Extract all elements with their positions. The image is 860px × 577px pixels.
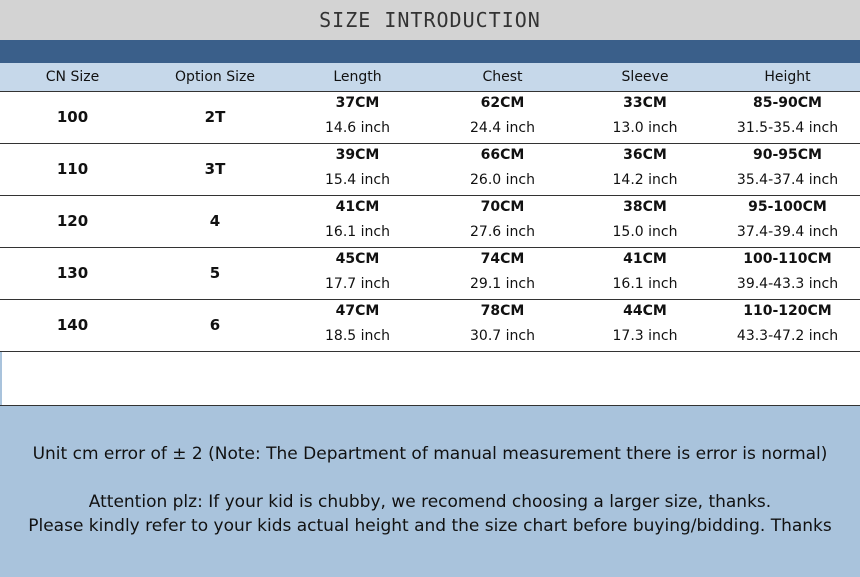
note-measurement-error: Unit cm error of ± 2 (Note: The Department of manual measurement there is error is normal): [32, 444, 828, 464]
sleeve-cm: 38CM: [623, 199, 667, 215]
table-row: [0, 300, 860, 352]
header-length: Length: [333, 69, 382, 85]
height-cm: 100-110CM: [743, 251, 832, 267]
sleeve-cm: 41CM: [623, 251, 667, 267]
chest-inch: 27.6 inch: [470, 224, 535, 240]
page-title: SIZE INTRODUCTION: [319, 8, 541, 32]
height-inch: 31.5-35.4 inch: [736, 120, 839, 136]
sleeve-inch: 13.0 inch: [612, 120, 678, 136]
notes-panel: [0, 405, 860, 577]
length-cm: 41CM: [335, 199, 380, 215]
option-size: 6: [209, 316, 221, 334]
length-cm: 37CM: [335, 95, 380, 111]
cn-size: 100: [56, 108, 89, 126]
table-header: [0, 63, 860, 92]
sleeve-inch: 15.0 inch: [612, 224, 678, 240]
length-cm: 39CM: [335, 147, 380, 163]
length-inch: 15.4 inch: [325, 172, 390, 188]
chest-inch: 29.1 inch: [470, 276, 535, 292]
length-cm: 45CM: [335, 251, 380, 267]
note-attention: Attention plz: If your kid is chubby, we recomend choosing a larger size, thanks.: [88, 492, 772, 512]
option-size: 5: [209, 264, 221, 282]
table-row: [0, 144, 860, 196]
header-sleeve: Sleeve: [621, 69, 669, 85]
height-cm: 95-100CM: [748, 199, 827, 215]
sleeve-inch: 14.2 inch: [612, 172, 678, 188]
cn-size: 140: [56, 316, 89, 334]
length-cm: 47CM: [335, 303, 380, 319]
sleeve-cm: 33CM: [623, 95, 667, 111]
sleeve-inch: 17.3 inch: [612, 328, 678, 344]
height-inch: 43.3-47.2 inch: [736, 328, 839, 344]
length-inch: 18.5 inch: [325, 328, 390, 344]
sleeve-cm: 36CM: [623, 147, 667, 163]
chest-cm: 66CM: [480, 147, 525, 163]
chest-inch: 30.7 inch: [470, 328, 535, 344]
length-inch: 14.6 inch: [325, 120, 390, 136]
chest-cm: 70CM: [480, 199, 525, 215]
cn-size: 120: [56, 212, 89, 230]
chest-cm: 78CM: [480, 303, 525, 319]
header-chest: Chest: [482, 69, 523, 85]
header-height: Height: [764, 69, 811, 85]
cn-size: 130: [56, 264, 89, 282]
header-option-size: Option Size: [175, 69, 255, 85]
chest-cm: 62CM: [480, 95, 525, 111]
table-row: [0, 92, 860, 144]
chest-cm: 74CM: [480, 251, 525, 267]
option-size: 3T: [204, 160, 226, 178]
chest-inch: 24.4 inch: [470, 120, 535, 136]
height-inch: 35.4-37.4 inch: [736, 172, 839, 188]
chest-inch: 26.0 inch: [470, 172, 535, 188]
height-cm: 90-95CM: [753, 147, 822, 163]
height-cm: 85-90CM: [753, 95, 822, 111]
sleeve-inch: 16.1 inch: [612, 276, 678, 292]
sleeve-cm: 44CM: [623, 303, 667, 319]
note-refer-height: Please kindly refer to your kids actual height and the size chart before buying/bidding. Thanks: [28, 516, 832, 536]
height-inch: 39.4-43.3 inch: [736, 276, 839, 292]
header-band: [0, 40, 860, 63]
option-size: 4: [209, 212, 221, 230]
cn-size: 110: [56, 160, 89, 178]
length-inch: 16.1 inch: [325, 224, 390, 240]
height-cm: 110-120CM: [743, 303, 832, 319]
header-cn-size: CN Size: [45, 69, 100, 85]
length-inch: 17.7 inch: [325, 276, 390, 292]
table-row: [0, 248, 860, 300]
title-bar: [0, 0, 860, 40]
height-inch: 37.4-39.4 inch: [736, 224, 839, 240]
table-row: [0, 196, 860, 248]
option-size: 2T: [204, 108, 226, 126]
